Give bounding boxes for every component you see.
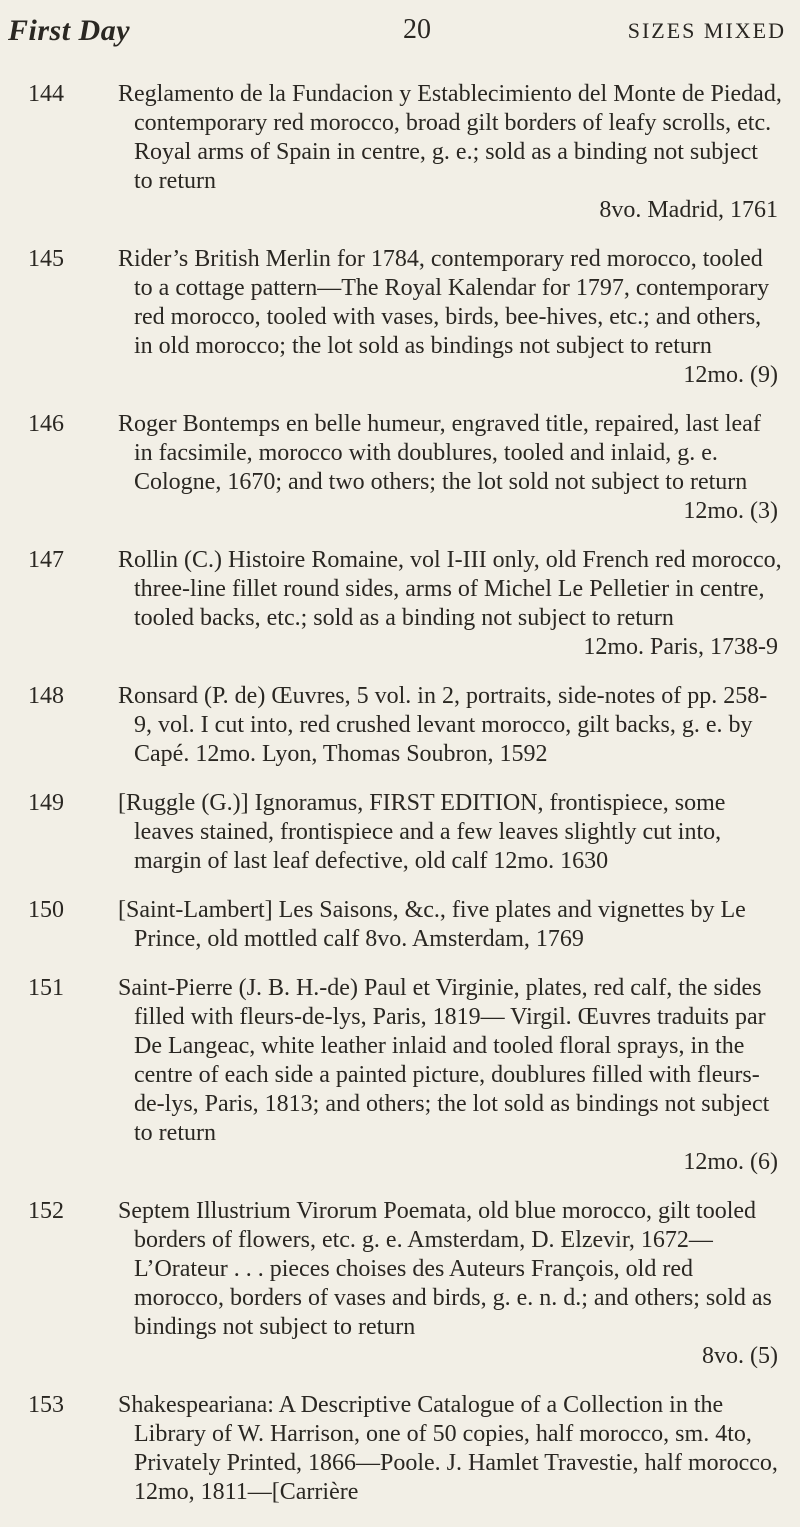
- catalogue-entry: [0, 1197, 800, 1371]
- entry-text: Rider’s British Merlin for 1784, contemporary red morocco, tooled to a cottage pattern—The Royal Kalendar for 1797, contemporary red morocco, tooled with vases, birds, bee-hives, etc.; and others, in old morocco; the lot sold as bindings not subject to return: [118, 246, 770, 359]
- entry-format: 12mo. (9): [683, 362, 778, 388]
- lot-number: 145: [28, 246, 64, 272]
- lot-number: 149: [28, 790, 64, 816]
- entry-text: Roger Bontemps en belle humeur, engraved title, repaired, last leaf in facsimile, morocco with doublures, tooled and inlaid, g. e. Cologne, 1670; and two others; the lot sold not subject to return: [118, 411, 761, 495]
- catalogue-entry: [0, 896, 800, 954]
- entry-text: [Saint-Lambert] Les Saisons, &c., five plates and vignettes by Le Prince, old mottled calf 8vo. Amsterdam, 1769: [118, 897, 746, 952]
- entry-format: 8vo. (5): [702, 1343, 778, 1369]
- day-label: First Day: [8, 14, 131, 47]
- lot-number: 144: [28, 81, 64, 107]
- entry-text: Shakespeariana: A Descriptive Catalogue of a Collection in the Library of W. Harrison, one of 50 copies, half morocco, sm. 4to, Privately Printed, 1866—Poole. J. Hamlet Travestie, half morocco, 12mo, 1811—[Carrière: [118, 1392, 778, 1505]
- entry-text: Rollin (C.) Histoire Romaine, vol I-III only, old French red morocco, three-line fillet round sides, arms of Michel Le Pelletier in centre, tooled backs, etc.; sold as a binding not subject to return: [118, 547, 782, 631]
- catalogue-entries: [0, 80, 800, 1527]
- catalogue-entry: [0, 245, 800, 390]
- entry-text: Saint-Pierre (J. B. H.-de) Paul et Virginie, plates, red calf, the sides filled with fleurs-de-lys, Paris, 1819— Virgil. Œuvres traduits par De Langeac, white leather inlaid and tooled floral sprays, in the centre of each side a painted picture, doublures filled with fleurs-de-lys, Paris, 1813; and others; the lot sold as bindings not subject to return: [118, 975, 770, 1146]
- lot-number: 150: [28, 897, 64, 923]
- lot-number: 148: [28, 683, 64, 709]
- lot-number: 151: [28, 975, 64, 1001]
- entry-format: 12mo. (6): [683, 1149, 778, 1175]
- lot-number: 147: [28, 547, 64, 573]
- entry-format: 12mo. (3): [683, 498, 778, 524]
- catalogue-entry: [0, 789, 800, 876]
- page-number: 20: [403, 14, 431, 45]
- entry-text: Septem Illustrium Virorum Poemata, old blue morocco, gilt tooled borders of flowers, etc. g. e. Amsterdam, D. Elzevir, 1672—L’Orateur . . . pieces choises des Auteurs François, old red morocco, borders of vases and birds, g. e. n. d.; and others; sold as bindings not subject to return: [118, 1198, 772, 1340]
- catalogue-entry: [0, 974, 800, 1177]
- lot-number: 146: [28, 411, 64, 437]
- catalogue-entry: [0, 546, 800, 662]
- catalogue-entry: [0, 410, 800, 526]
- entry-format: 8vo. Madrid, 1761: [599, 197, 778, 223]
- section-title: SIZES MIXED: [627, 18, 786, 43]
- lot-number: 152: [28, 1198, 64, 1224]
- lot-number: 153: [28, 1392, 64, 1418]
- entry-text: Reglamento de la Fundacion y Establecimiento del Monte de Piedad, contemporary red morocco, broad gilt borders of leafy scrolls, etc. Royal arms of Spain in centre, g. e.; sold as a binding not subject to return: [118, 81, 782, 194]
- catalogue-entry: [0, 80, 800, 225]
- catalogue-entry: [0, 682, 800, 769]
- page-header: [8, 14, 786, 54]
- entry-format: 12mo. Paris, 1738-9: [583, 634, 778, 660]
- entry-text: [Ruggle (G.)] Ignoramus, FIRST EDITION, frontispiece, some leaves stained, frontispiece and a few leaves slightly cut into, margin of last leaf defective, old calf 12mo. 1630: [118, 790, 726, 874]
- entry-text: Ronsard (P. de) Œuvres, 5 vol. in 2, portraits, side-notes of pp. 258-9, vol. I cut into, red crushed levant morocco, gilt backs, g. e. by Capé. 12mo. Lyon, Thomas Soubron, 1592: [118, 683, 768, 767]
- catalogue-entry: [0, 1391, 800, 1507]
